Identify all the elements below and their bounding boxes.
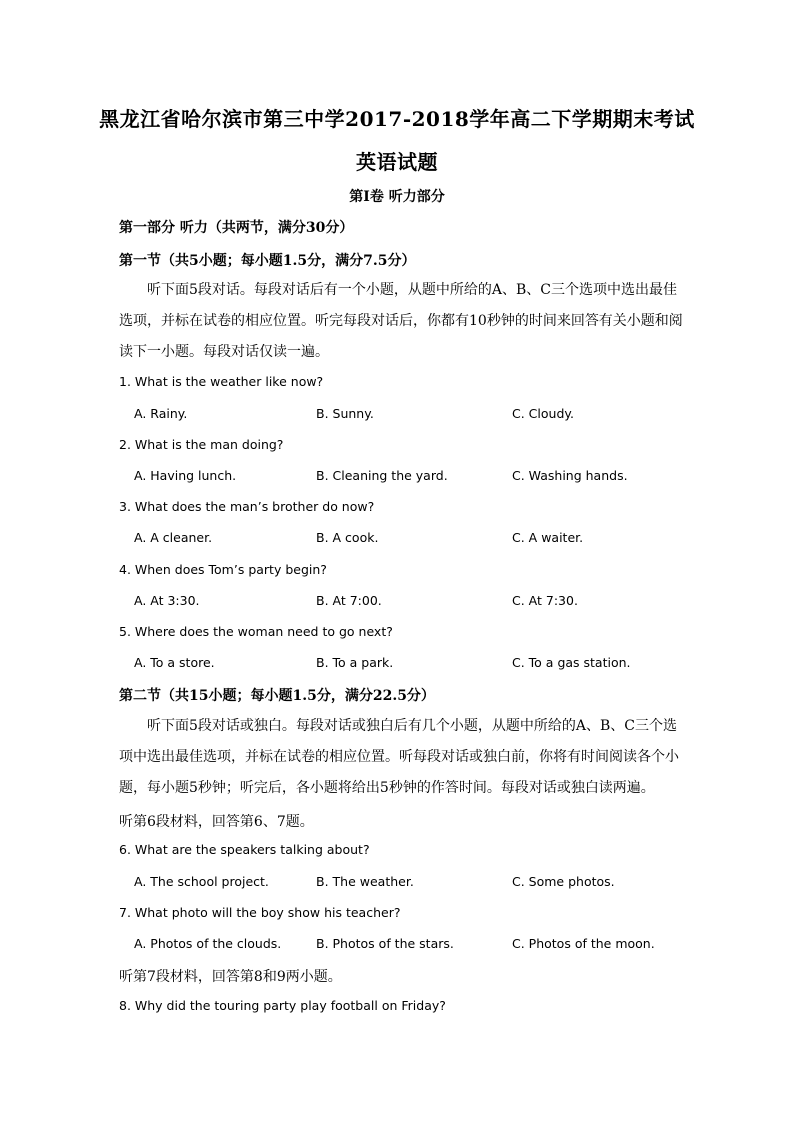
option-4c: C. At 7:30. xyxy=(512,593,578,608)
section1-heading: 第一节（共5小题；每小题1.5分，满分7.5分） xyxy=(119,253,416,269)
option-6b: B. The weather. xyxy=(316,874,414,889)
option-3a: A. A cleaner. xyxy=(134,530,213,545)
material-7-note: 听第7段材料，回答第8和9两小题。 xyxy=(119,969,342,985)
option-2a: A. Having lunch. xyxy=(134,468,237,483)
option-5a: A. To a store. xyxy=(134,655,215,670)
option-1b: B. Sunny. xyxy=(316,406,374,421)
material-6-note: 听第6段材料，回答第6、7题。 xyxy=(119,814,314,830)
volume-title: 第Ⅰ卷 听力部分 xyxy=(349,189,445,205)
option-1a: A. Rainy. xyxy=(134,406,188,421)
section2-heading: 第二节（共15小题；每小题1.5分，满分22.5分） xyxy=(119,688,435,704)
exam-subject-title: 英语试题 xyxy=(356,150,438,174)
option-6a: A. The school project. xyxy=(134,874,269,889)
question-8: 8. Why did the touring party play football on Friday? xyxy=(119,998,446,1013)
question-6: 6. What are the speakers talking about? xyxy=(119,842,370,857)
question-7: 7. What photo will the boy show his teacher? xyxy=(119,905,401,920)
section2-instructions xyxy=(119,711,689,804)
question-1: 1. What is the weather like now? xyxy=(119,374,324,389)
question-3: 3. What does the man’s brother do now? xyxy=(119,499,375,514)
exam-title: 黑龙江省哈尔滨市第三中学2017-2018学年高二下学期期末考试 xyxy=(99,107,695,131)
option-3c: C. A waiter. xyxy=(512,530,584,545)
option-3b: B. A cook. xyxy=(316,530,379,545)
option-5b: B. To a park. xyxy=(316,655,394,670)
option-2c: C. Washing hands. xyxy=(512,468,628,483)
section2-instructions-text: 听下面5段对话或独白。每段对话或独白后有几个小题，从题中所给的A、B、C三个选项中选出最佳选项，并标在试卷的相应位置。听每段对话或独白前，你将有时间阅读各个小题，每小题5秒钟；听完后，各小题将给出5秒钟的作答时间。每段对话或独白读两遍。 xyxy=(119,718,679,796)
question-2: 2. What is the man doing? xyxy=(119,437,284,452)
option-1c: C. Cloudy. xyxy=(512,406,574,421)
option-6c: C. Some photos. xyxy=(512,874,615,889)
option-2b: B. Cleaning the yard. xyxy=(316,468,448,483)
option-7b: B. Photos of the stars. xyxy=(316,936,454,951)
question-4: 4. When does Tom’s party begin? xyxy=(119,562,327,577)
question-5: 5. Where does the woman need to go next? xyxy=(119,624,393,639)
option-7c: C. Photos of the moon. xyxy=(512,936,655,951)
option-4a: A. At 3:30. xyxy=(134,593,200,608)
option-4b: B. At 7:00. xyxy=(316,593,382,608)
option-5c: C. To a gas station. xyxy=(512,655,631,670)
section1-instructions-text: 听下面5段对话。每段对话后有一个小题，从题中所给的A、B、C三个选项中选出最佳选项，并标在试卷的相应位置。听完每段对话后，你都有10秒钟的时间来回答有关小题和阅读下一小题。每段对话仅读一遍。 xyxy=(119,282,683,360)
part1-heading: 第一部分 听力（共两节，满分30分） xyxy=(119,220,354,236)
option-7a: A. Photos of the clouds. xyxy=(134,936,282,951)
section1-instructions xyxy=(119,275,689,368)
